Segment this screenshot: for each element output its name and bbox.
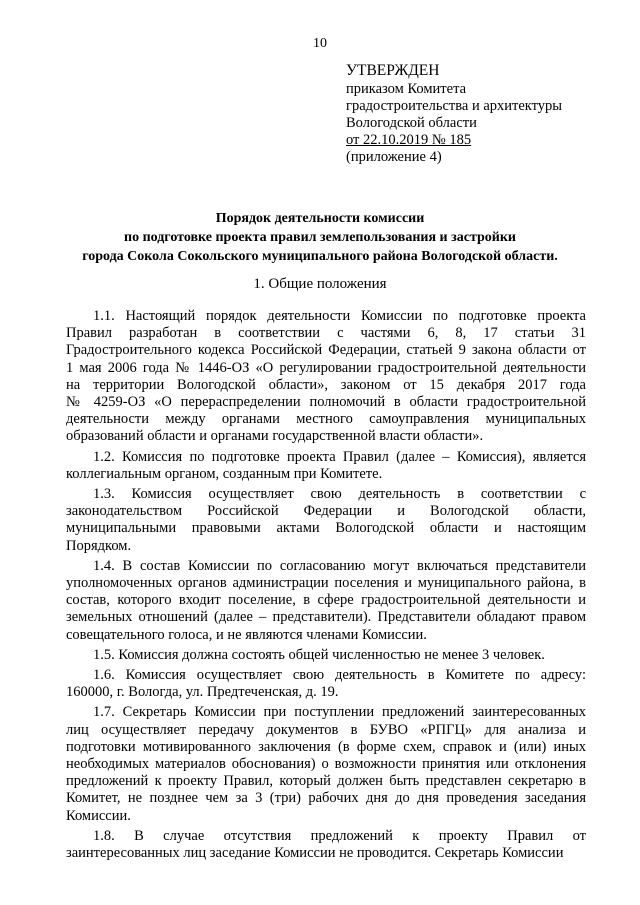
- title-line: по подготовке проекта правил землепользования и застройки: [124, 230, 516, 245]
- approval-block: [346, 62, 636, 166]
- document-body: [66, 308, 586, 865]
- approval-line: Вологодской области: [346, 115, 477, 131]
- paragraph-line: состав, которого входит поселение, в сфере градостроительной деятельности и: [66, 592, 586, 609]
- paragraph-line: 1.7. Секретарь Комиссии при поступлении предложений заинтересованных: [93, 704, 586, 721]
- paragraph-line: Правил разработан в соответствии с частями 6, 8, 17 статьи 31: [66, 325, 586, 342]
- approval-appendix: (приложение 4): [346, 149, 442, 165]
- paragraph-line: законодательством Российской Федерации и Вологодской области,: [66, 503, 586, 520]
- approval-order-ref: от 22.10.2019 № 185: [346, 132, 472, 148]
- document-title: [40, 209, 600, 266]
- paragraph: [66, 828, 586, 862]
- paragraph-line: Комиссии.: [66, 807, 131, 824]
- paragraph: [66, 558, 586, 644]
- paragraph-line: необходимых материалов обоснования) о возможности принятия или отклонения: [66, 756, 586, 773]
- paragraph-line: заинтересованных лиц заседание Комиссии не проводится. Секретарь Комиссии: [66, 845, 564, 862]
- paragraph-line: деятельности между органами местного самоуправления муниципальных: [66, 411, 586, 428]
- section-heading: 1. Общие положения: [253, 276, 387, 292]
- paragraph-line: муниципальными правовыми актами Вологодской области и настоящим: [66, 520, 586, 537]
- paragraph-line: 160000, г. Вологда, ул. Предтеченская, д. 19.: [66, 684, 339, 701]
- paragraph-line: уполномоченных органов администрации поселения и муниципального района, в: [66, 575, 586, 592]
- paragraph-line: предложений к проекту Правил, который должен быть представлен секретарю в: [66, 773, 586, 790]
- title-line: города Сокола Сокольского муниципального района Вологодской области.: [82, 249, 558, 264]
- paragraph-line: 1.2. Комиссия по подготовке проекта Правил (далее – Комиссия), является: [93, 448, 586, 465]
- paragraph-line: Градостроительного кодекса Российской Федерации, статьей 9 закона области от: [66, 342, 586, 359]
- paragraph-line: 1.3. Комиссия осуществляет свою деятельность в соответствии с: [93, 486, 586, 503]
- approval-stamp: УТВЕРЖДЕН: [346, 62, 440, 79]
- paragraph-line: 1.5. Комиссия должна состоять общей численностью не менее 3 человек.: [93, 646, 545, 663]
- approval-line: приказом Комитета: [346, 81, 467, 97]
- page-number: 10: [313, 36, 327, 51]
- paragraph-line: Комитет, не позднее чем за 3 (три) рабочих дня до дня проведения заседания: [66, 790, 586, 807]
- paragraph-line: 1.1. Настоящий порядок деятельности Комиссии по подготовке проекта: [93, 308, 586, 324]
- paragraph-line: 1.6. Комиссия осуществляет свою деятельность в Комитете по адресу:: [93, 667, 586, 684]
- paragraph-line: Порядком.: [66, 537, 132, 554]
- paragraph-line: 1.8. В случае отсутствия предложений к проекту Правил от: [93, 827, 586, 844]
- paragraph-line: 1.4. В состав Комиссии по согласованию могут включаться представители: [93, 557, 586, 574]
- paragraph: [66, 308, 586, 446]
- paragraph: [66, 486, 586, 555]
- paragraph-line: коллегиальным органом, созданным при Комитете.: [66, 465, 383, 482]
- paragraph: [66, 449, 586, 483]
- paragraph-line: подготовки мотивированного заключения (в форме схем, справок и (или) иных: [66, 738, 586, 755]
- paragraph: [66, 704, 586, 824]
- paragraph-line: земельных отношений (далее – представители). Представители обладают правом: [66, 609, 586, 626]
- paragraph-line: 1 мая 2006 года № 1446-ОЗ «О регулировании градостроительной деятельности: [66, 359, 586, 376]
- paragraph-line: совещательного голоса, и не являются членами Комиссии.: [66, 626, 427, 643]
- paragraph: [66, 647, 586, 664]
- title-line: Порядок деятельности комиссии: [215, 211, 425, 226]
- paragraph-line: на территории Вологодской области», законом от 15 декабря 2017 года: [66, 376, 586, 393]
- paragraph-line: лиц осуществляет передачу документов в БУВО «РПГЦ» для анализа и: [66, 721, 586, 738]
- paragraph: [66, 667, 586, 701]
- paragraph-line: № 4259-ОЗ «О перераспределении полномочий в области градостроительной: [66, 394, 586, 411]
- approval-line: градостроительства и архитектуры: [346, 98, 563, 114]
- paragraph-line: образований области и органами государственной власти области».: [66, 428, 484, 445]
